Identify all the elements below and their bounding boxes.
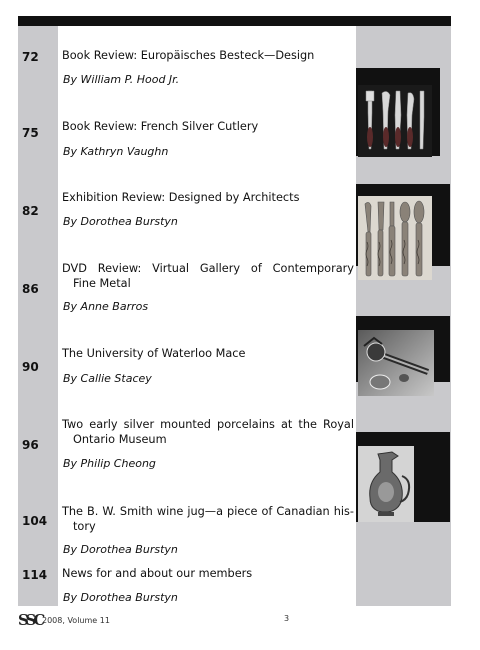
article-author: By Anne Barros xyxy=(63,300,149,313)
issue-label: 2008, Volume 11 xyxy=(42,616,110,625)
footer-page-number: 3 xyxy=(284,614,290,623)
article-author: By William P. Hood Jr. xyxy=(63,73,180,86)
page-number: 104 xyxy=(22,514,48,528)
page-number: 96 xyxy=(22,438,39,452)
page-number: 75 xyxy=(22,126,39,140)
article-title[interactable] xyxy=(62,418,354,447)
ornate-cutlery-photo xyxy=(358,196,432,280)
article-title[interactable]: News for and about our members xyxy=(62,567,253,580)
article-author: By Dorothea Burstyn xyxy=(63,543,178,556)
article-title[interactable]: Book Review: Europäisches Besteck—Design xyxy=(62,49,315,62)
article-title-line: Ontario Museum xyxy=(73,432,167,446)
mace-photo xyxy=(358,330,434,396)
article-title-line: tory xyxy=(73,519,96,533)
article-author: By Callie Stacey xyxy=(63,372,152,385)
article-author: By Kathryn Vaughn xyxy=(63,145,169,158)
page-number: 82 xyxy=(22,204,39,218)
top-border-bar xyxy=(18,16,451,26)
article-title-line: Fine Metal xyxy=(73,276,131,290)
page-number: 90 xyxy=(22,360,39,374)
article-title[interactable] xyxy=(62,262,354,291)
page-number: 114 xyxy=(22,568,48,582)
article-author: By Philip Cheong xyxy=(63,457,156,470)
society-logo: SSC xyxy=(18,611,43,629)
article-author: By Dorothea Burstyn xyxy=(63,591,178,604)
article-title-line: Two early silver mounted porcelains at the Royal xyxy=(62,418,354,431)
article-title[interactable]: Exhibition Review: Designed by Architects xyxy=(62,191,300,204)
article-author: By Dorothea Burstyn xyxy=(63,215,178,228)
wine-jug-photo xyxy=(358,446,414,522)
article-title-line: DVD Review: Virtual Gallery of Contemporary xyxy=(62,262,354,275)
page-number: 86 xyxy=(22,282,39,296)
article-title[interactable]: The University of Waterloo Mace xyxy=(62,347,246,360)
article-title[interactable]: Book Review: French Silver Cutlery xyxy=(62,120,259,133)
article-title[interactable] xyxy=(62,505,354,534)
page-number: 72 xyxy=(22,50,39,64)
modern-cutlery-photo xyxy=(358,85,432,157)
article-title-line: The B. W. Smith wine jug—a piece of Canadian his- xyxy=(62,505,354,518)
